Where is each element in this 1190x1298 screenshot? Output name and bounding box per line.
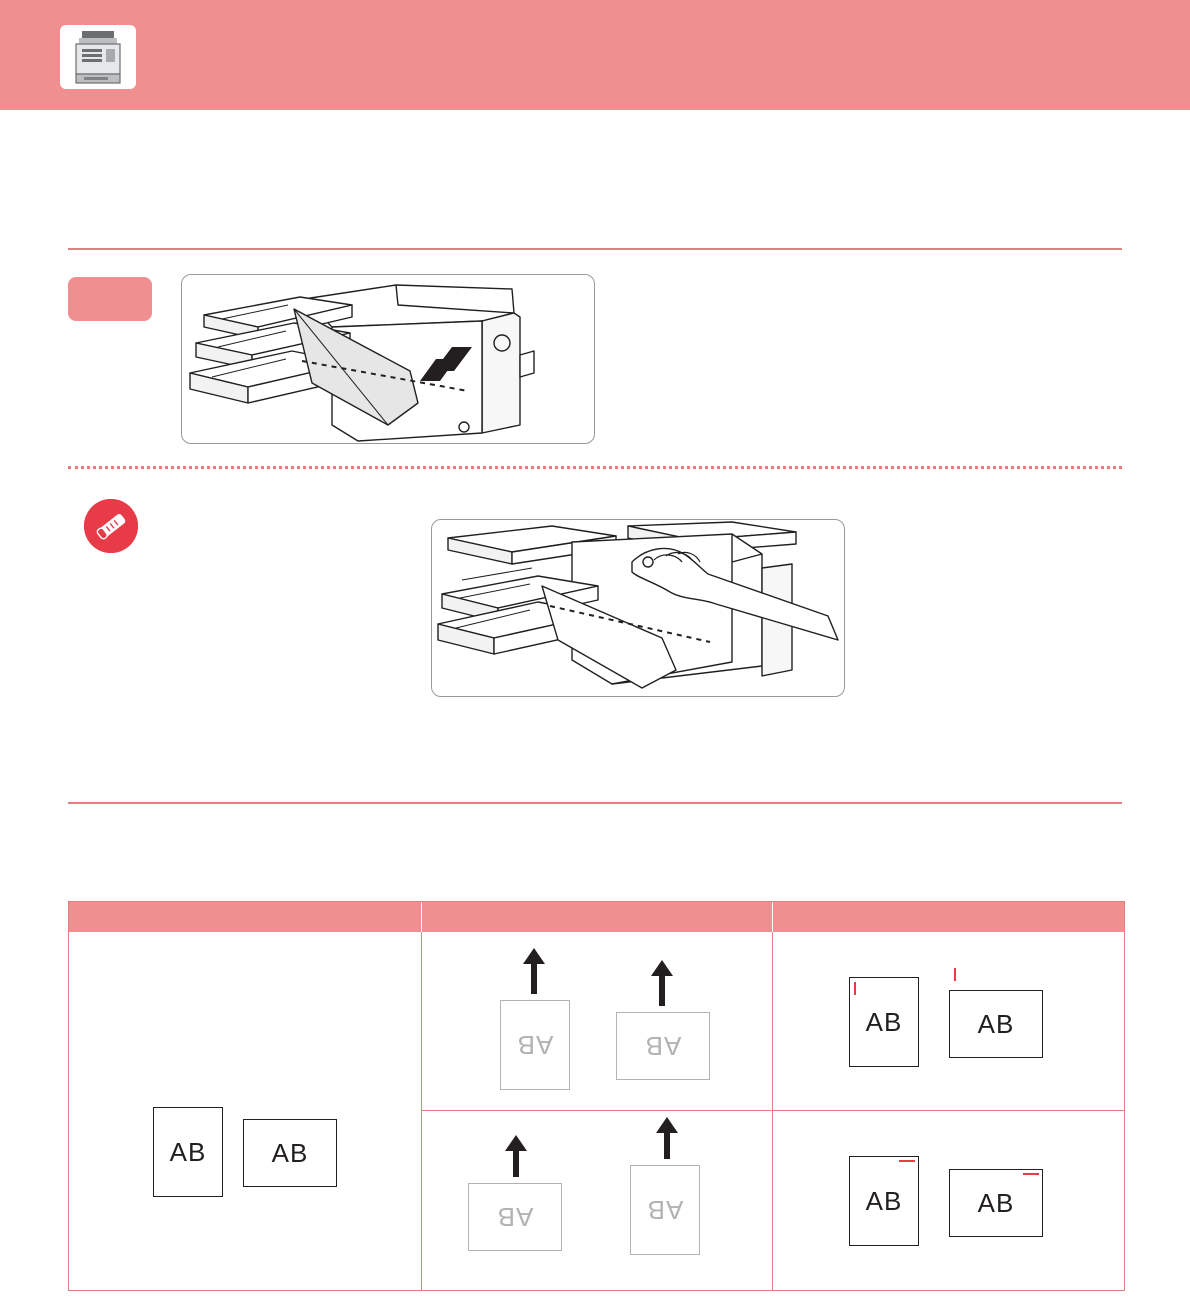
original-cell (69, 932, 421, 1290)
sheet-staple-landscape: AB (949, 990, 1043, 1058)
multifunction-printer-icon (60, 25, 136, 89)
section-divider-top (68, 248, 1122, 250)
finisher-tray-illustration-1 (181, 274, 595, 444)
sheet-staple-portrait-2: AB (849, 1156, 919, 1246)
staple-cell-top (773, 932, 1124, 1111)
staple-mark-icon (954, 968, 956, 981)
note-divider-dotted (68, 466, 1122, 469)
staple-position-column (773, 932, 1124, 1290)
feed-direction-cell-bottom (422, 1111, 772, 1290)
sheet-staple-portrait: AB (849, 977, 919, 1067)
sheet-original-portrait: AB (153, 1107, 223, 1197)
table-header-feed-direction (422, 902, 773, 932)
step-number-chip (68, 277, 152, 321)
paper-feed-direction-column (422, 932, 773, 1290)
table-header-staple-position (773, 902, 1124, 932)
table-header-original (69, 902, 422, 932)
section-divider-middle (68, 802, 1122, 804)
feed-direction-cell-top (422, 932, 772, 1111)
staple-mark-icon (854, 982, 856, 995)
staple-mark-icon (1023, 1173, 1039, 1175)
sheet-feed-landscape-2: AB (468, 1183, 562, 1251)
sheet-feed-portrait-2: AB (630, 1165, 700, 1255)
note-pencil-icon (84, 499, 138, 553)
orientation-table (68, 901, 1125, 1291)
finisher-tray-illustration-2 (431, 519, 845, 697)
sheet-original-landscape: AB (243, 1119, 337, 1187)
staple-cell-bottom (773, 1111, 1124, 1290)
table-header-row (69, 902, 1124, 932)
sheet-feed-portrait: AB (500, 1000, 570, 1090)
original-column (69, 932, 422, 1290)
staple-mark-icon (899, 1160, 915, 1162)
table-body (69, 932, 1124, 1290)
sheet-staple-landscape-2: AB (949, 1169, 1043, 1237)
sheet-feed-landscape: AB (616, 1012, 710, 1080)
page-header-band (0, 0, 1190, 110)
